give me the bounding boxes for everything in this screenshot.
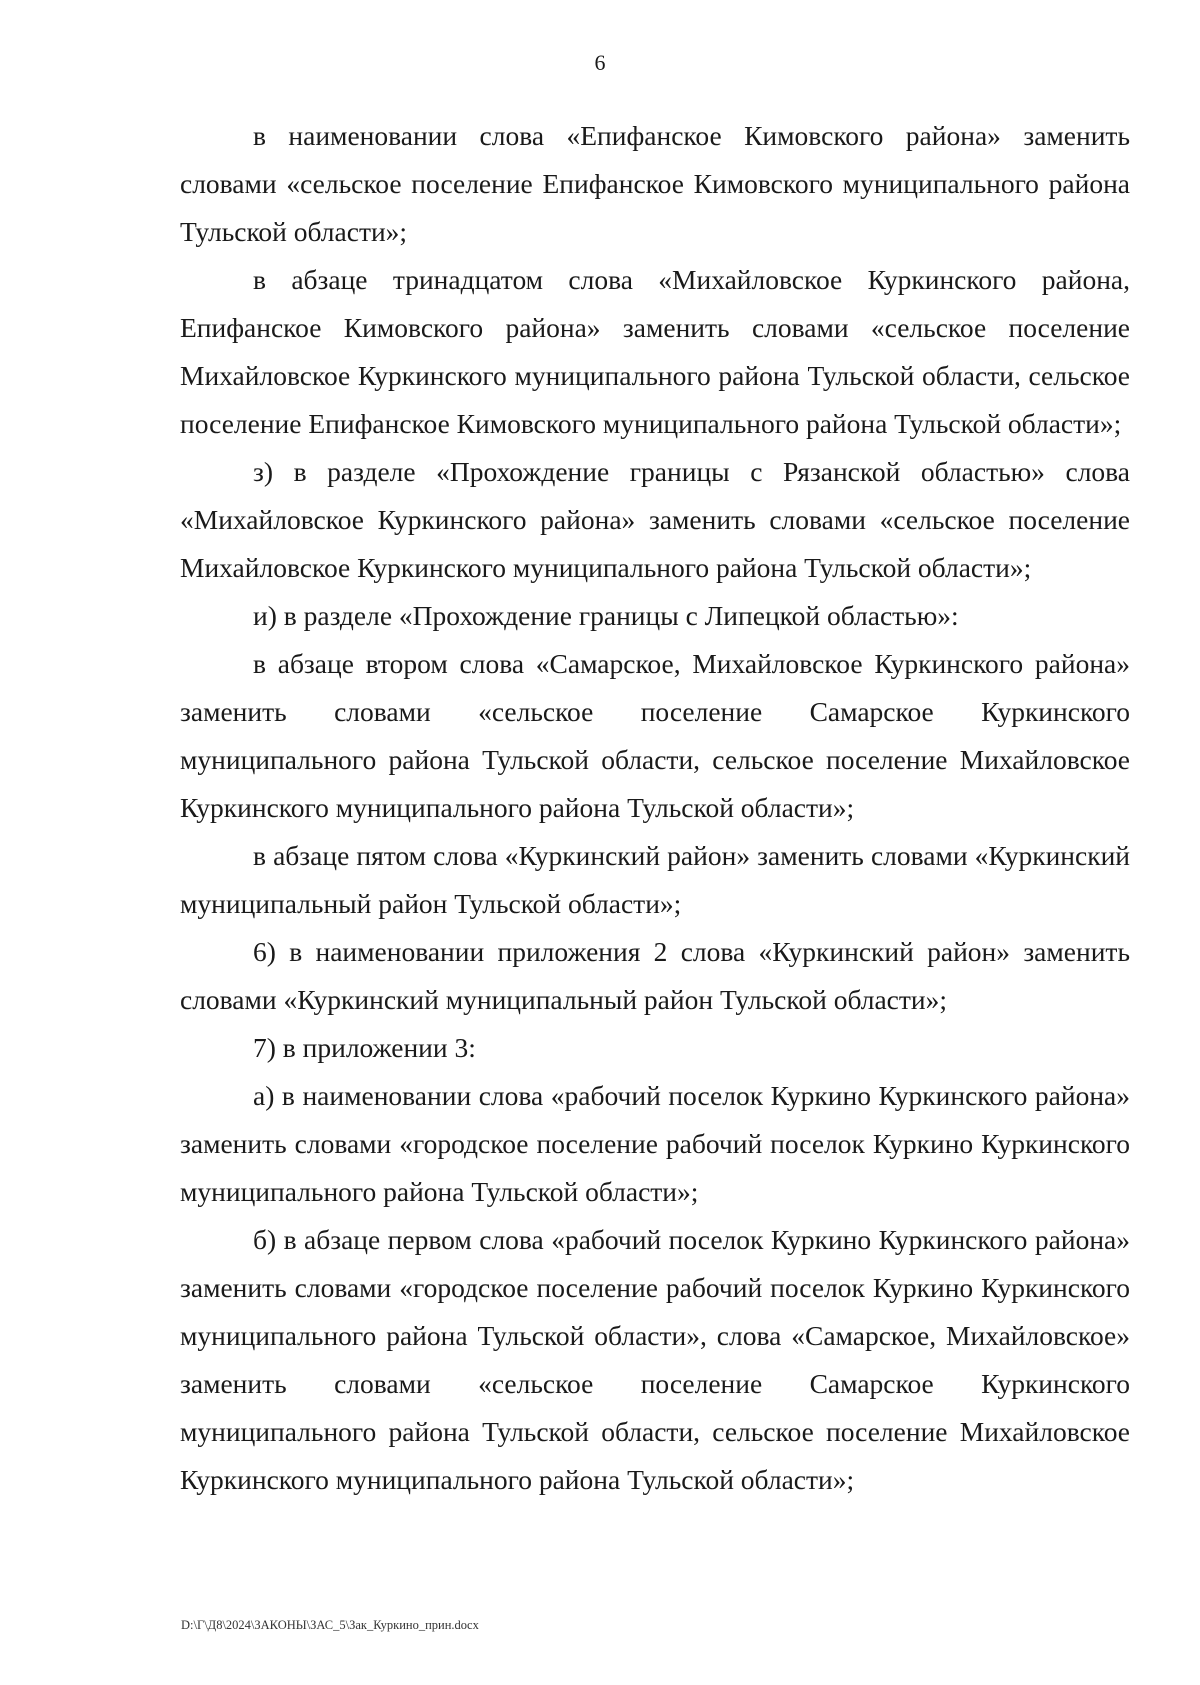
- paragraph: в абзаце втором слова «Самарское, Михайловское Куркинского района» заменить словами «сельское поселение Самарское Куркинского муниципального района Тульской области, сельское поселение Михайловское Куркинского муниципального района Тульской области»;: [180, 648, 1130, 823]
- paragraph: з) в разделе «Прохождение границы с Рязанской областью» слова «Михайловское Куркинского района» заменить словами «сельское поселение Михайловское Куркинского муниципального района Тульской области»;: [180, 456, 1130, 583]
- paragraph: в абзаце тринадцатом слова «Михайловское Куркинского района, Епифанское Кимовского района» заменить словами «сельское поселение Михайловское Куркинского муниципального района Тульской области, сельское поселение Епифанское Кимовского муниципального района Тульской области»;: [180, 264, 1130, 439]
- page-number: 6: [594, 50, 606, 75]
- paragraph: 6) в наименовании приложения 2 слова «Куркинский район» заменить словами «Куркинский муниципальный район Тульской области»;: [180, 936, 1130, 1015]
- document-body: [180, 112, 1130, 1504]
- paragraph: в абзаце пятом слова «Куркинский район» заменить словами «Куркинский муниципальный район Тульской области»;: [180, 840, 1130, 919]
- paragraph: в наименовании слова «Епифанское Кимовского района» заменить словами «сельское поселение Епифанское Кимовского муниципального района Тульской области»;: [180, 120, 1130, 247]
- paragraph: и) в разделе «Прохождение границы с Липецкой областью»:: [253, 600, 959, 631]
- paragraph: а) в наименовании слова «рабочий поселок Куркино Куркинского района» заменить словами «городское поселение рабочий поселок Куркино Куркинского муниципального района Тульской области»;: [180, 1080, 1130, 1207]
- footer-file-path: D:\Г\Д8\2024\ЗАКОНЫ\ЗАС_5\Зак_Куркино_прин.docx: [181, 1618, 479, 1632]
- paragraph: 7) в приложении 3:: [253, 1032, 476, 1063]
- paragraph: б) в абзаце первом слова «рабочий поселок Куркино Куркинского района» заменить словами «городское поселение рабочий поселок Куркино Куркинского муниципального района Тульской области», слова «Самарское, Михайловское» заменить словами «сельское поселение Самарское Куркинского муниципального района Тульской области, сельское поселение Михайловское Куркинского муниципального района Тульской области»;: [180, 1224, 1130, 1495]
